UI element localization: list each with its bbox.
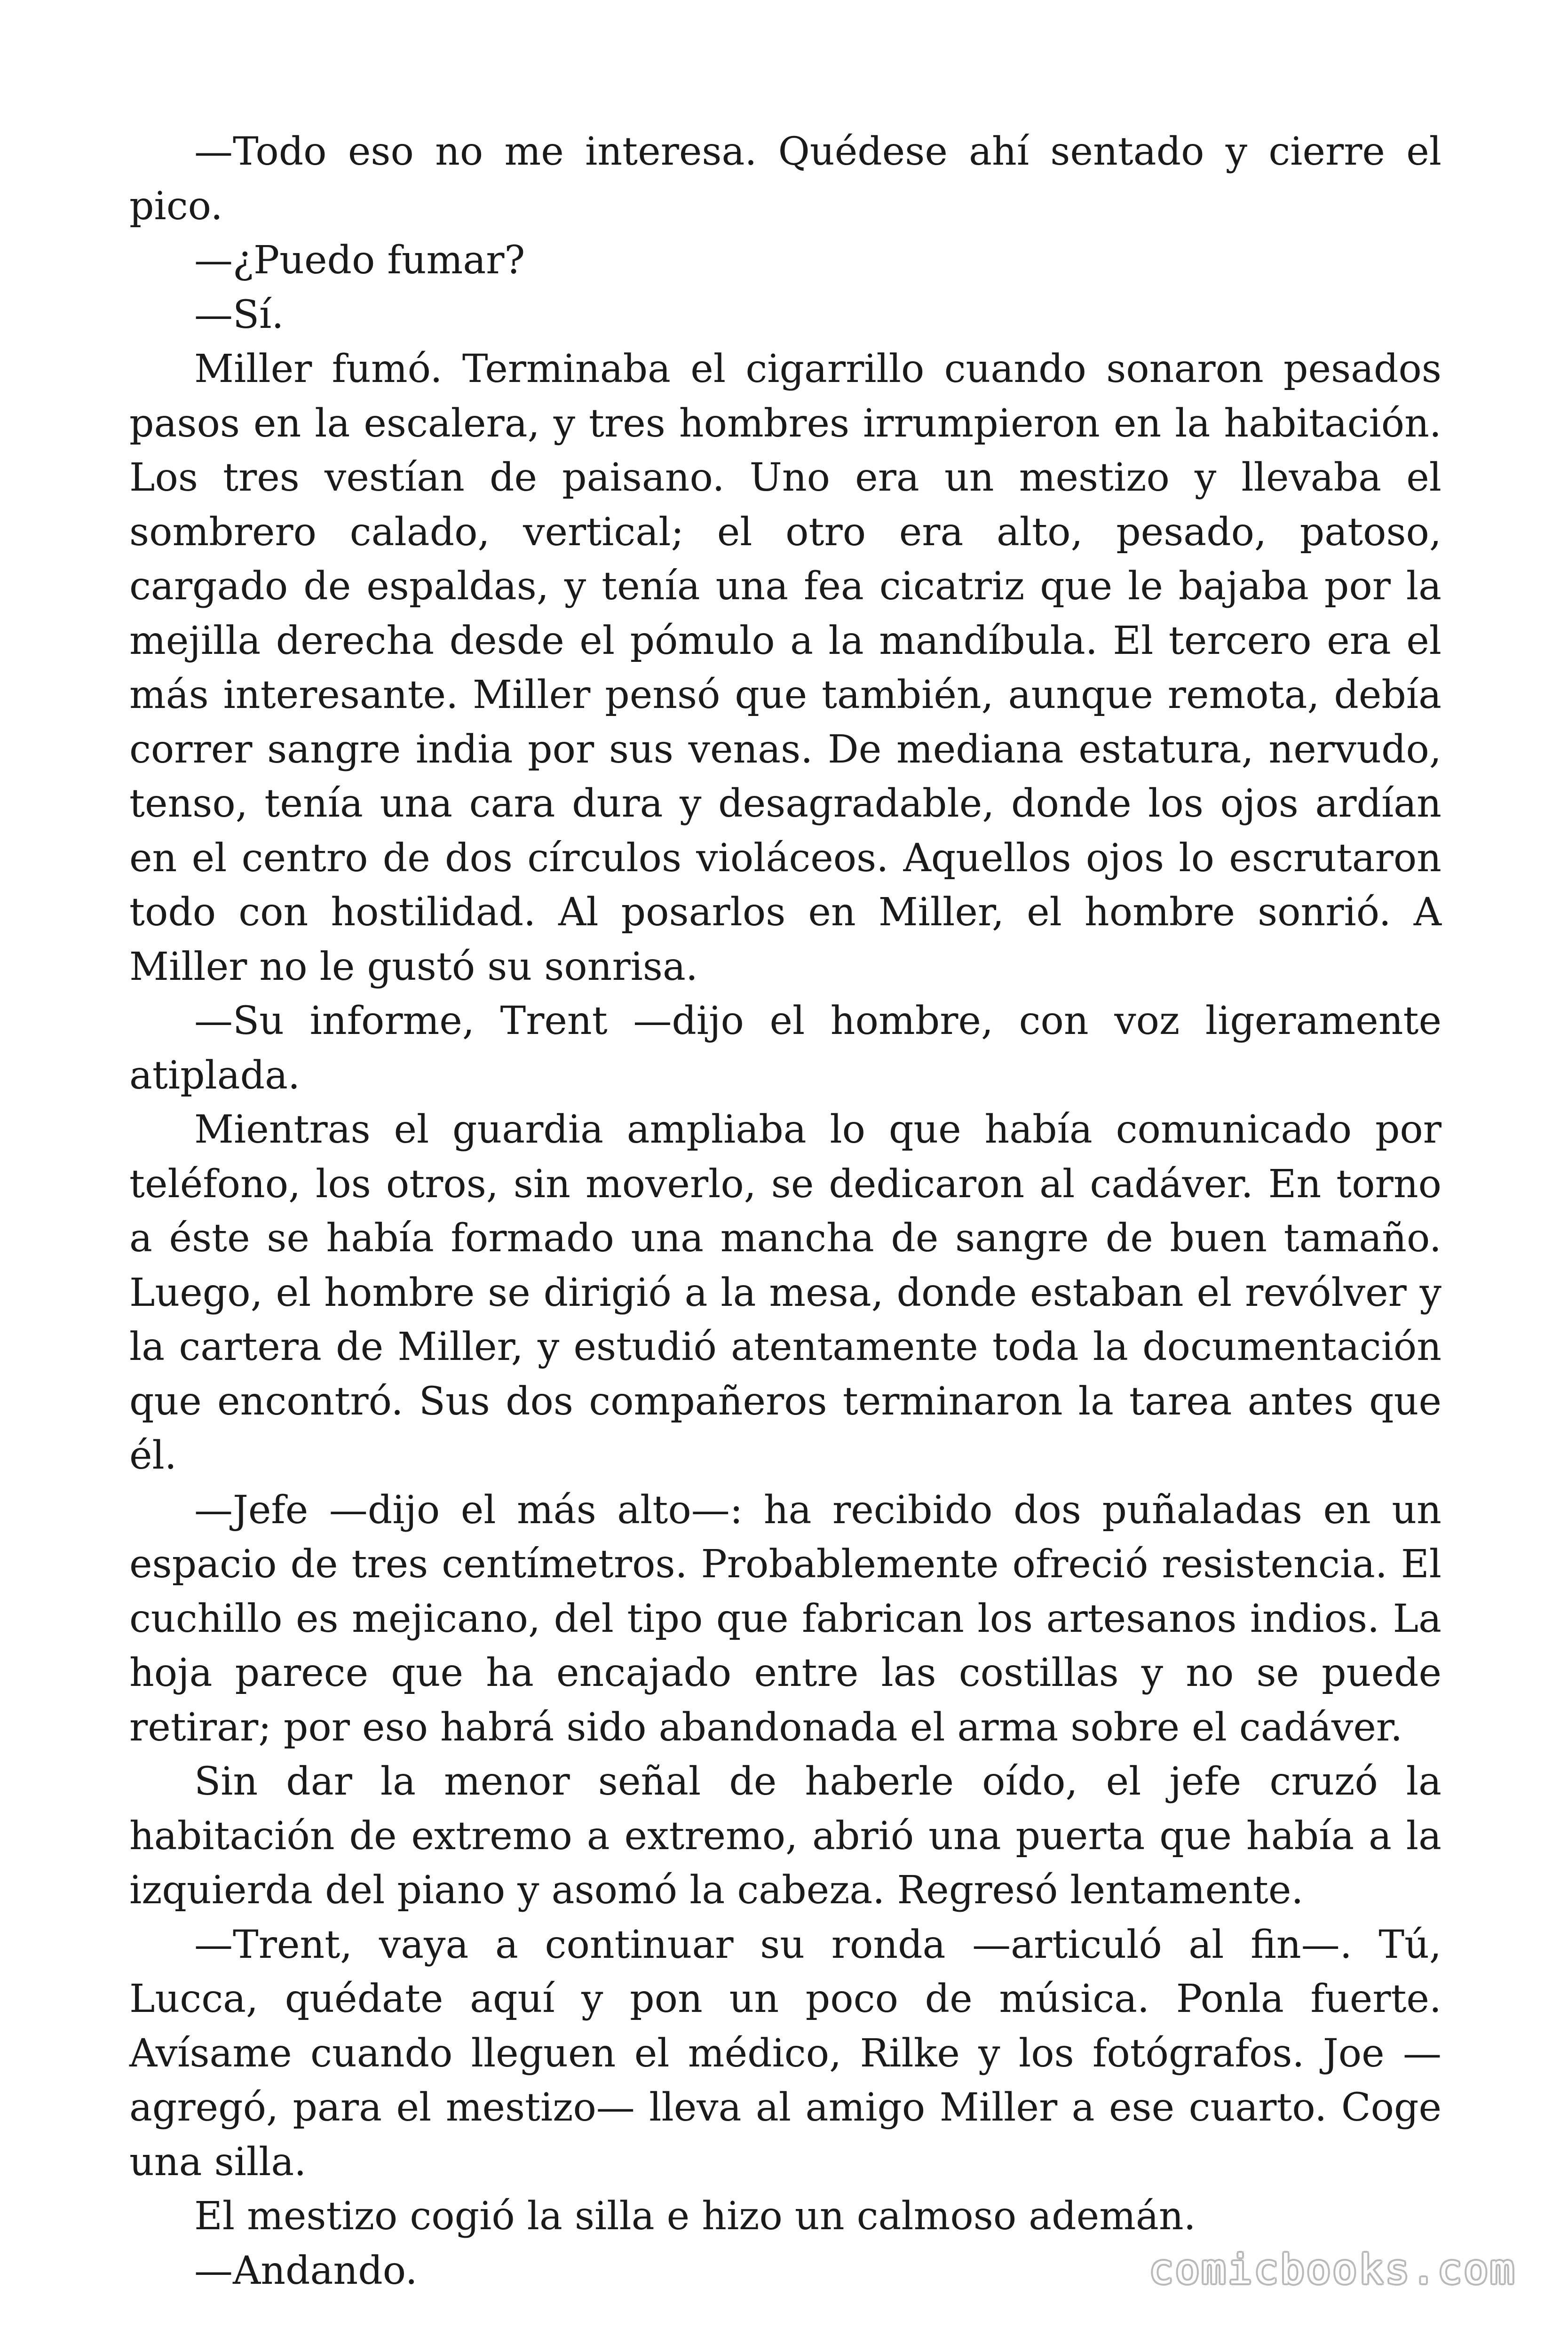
paragraph: —Su informe, Trent —dijo el hombre, con voz ligeramente atiplada. — [129, 999, 1441, 1098]
paragraph: —Jefe —dijo el más alto—: ha recibido dos puñaladas en un espacio de tres centímetros. Probablemente ofreció resistencia. El cuchillo es mejicano, del tipo que fabrican los artesanos indios. La hoja parece que ha encajado entre las costillas y no se puede retirar; por eso habrá sido abandonada el arma sobre el cadáver. — [129, 1487, 1441, 1750]
paragraph: Sin dar la menor señal de haberle oído, el jefe cruzó la habitación de extremo a extremo, abrió una puerta que había a la izquierda del piano y asomó la cabeza. Regresó lentamente. — [129, 1759, 1441, 1913]
paragraph: —¿Puedo fumar? — [194, 238, 525, 283]
paragraph: —Sí. — [194, 292, 284, 337]
paragraph: —Andando. — [194, 2248, 418, 2293]
body-text — [129, 125, 1441, 2298]
paragraph: El mestizo cogió la silla e hizo un calmoso ademán. — [194, 2194, 1196, 2239]
paragraph: —Trent, vaya a continuar su ronda —articuló al fin—. Tú, Lucca, quédate aquí y pon un poco de música. Ponla fuerte. Avísame cuando lleguen el médico, Rilke y los fotógrafos. Joe —agregó, para el mestizo— lleva al amigo Miller a ese cuarto. Coge una silla. — [129, 1922, 1441, 2185]
paragraph: Miller fumó. Terminaba el cigarrillo cuando sonaron pesados pasos en la escalera, y tres hombres irrumpieron en la habitación. Los tres vestían de paisano. Uno era un mestizo y llevaba el sombrero calado, vertical; el otro era alto, pesado, patoso, cargado de espaldas, y tenía una fea cicatriz que le bajaba por la mejilla derecha desde el pómulo a la mandíbula. El tercero era el más interesante. Miller pensó que también, aunque remota, debía correr sangre india por sus venas. De mediana estatura, nervudo, tenso, tenía una cara dura y desagradable, donde los ojos ardían en el centro de dos círculos violáceos. Aquellos ojos lo escrutaron todo con hostilidad. Al posarlos en Miller, el hombre sonrió. A Miller no le gustó su sonrisa. — [129, 347, 1441, 989]
watermark: comicbooks.com — [1149, 2246, 1516, 2293]
paragraph: Mientras el guardia ampliaba lo que había comunicado por teléfono, los otros, sin moverlo, se dedicaron al cadáver. En torno a éste se había formado una mancha de sangre de buen tamaño. Luego, el hombre se dirigió a la mesa, donde estaban el revólver y la cartera de Miller, y estudió atentamente toda la documentación que encontró. Sus dos compañeros terminaron la tarea antes que él. — [129, 1107, 1441, 1478]
paragraph: —Todo eso no me interesa. Quédese ahí sentado y cierre el pico. — [129, 129, 1441, 229]
